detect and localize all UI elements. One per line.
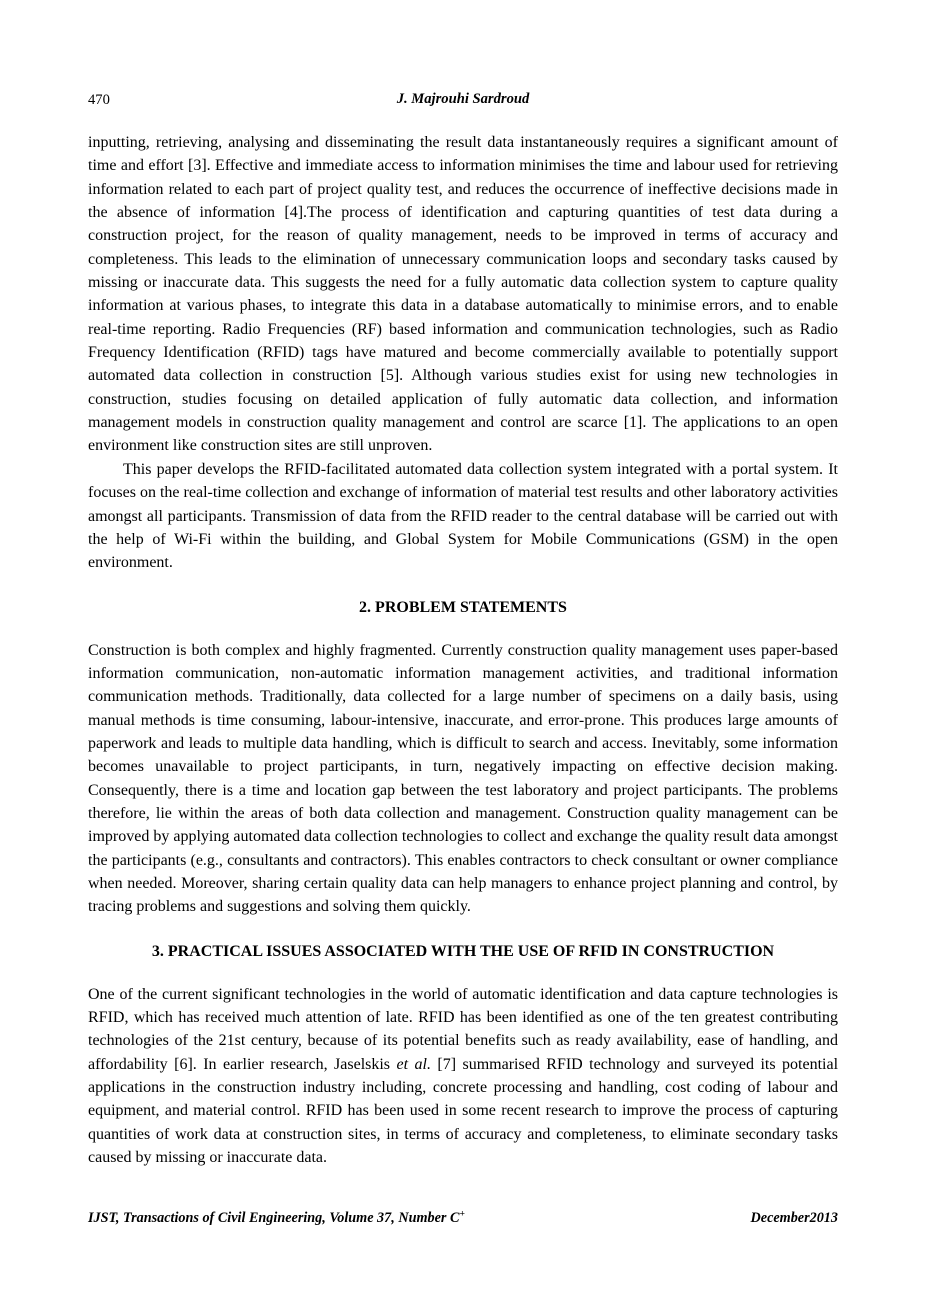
journal-citation-superscript: + bbox=[459, 1209, 465, 1220]
practical-issues-text-lead: One of the current significant technologies in the world of automatic identification and data capture technologies is RFID, which has received much attention of late. RFID has been identified as one of the ten greatest contributing technologies of the 21st century, because of its potential benefits such as ready availability, ease of handling, and affordability [6]. In earlier research, Jaselskis bbox=[88, 985, 838, 1073]
journal-citation-text: IJST, Transactions of Civil Engineering, Volume 37, Number C bbox=[88, 1210, 460, 1226]
paragraph-problem-statements: Construction is both complex and highly fragmented. Currently construction quality management uses paper-based information communication, non-automatic information management activities, and traditional information communication methods. Traditionally, data collected for a large number of specimens on a daily basis, using manual methods is time consuming, labour-intensive, inaccurate, and error-prone. This produces large amounts of paperwork and leads to multiple data handling, which is difficult to search and access. Inevitably, some information becomes unavailable to project participants, in turn, negatively impacting on effective decision making. Consequently, there is a time and location gap between the test laboratory and project participants. The problems therefore, lie within the areas of both data collection and management. Construction quality management can be improved by applying automated data collection technologies to collect and exchange the quality result data amongst the participants (e.g., consultants and contractors). This enables contractors to check consultant or owner compliance when needed. Moreover, sharing certain quality data can help managers to enhance project planning and control, by tracing problems and suggestions and solving them quickly. bbox=[88, 641, 838, 916]
paragraph-paper-overview: This paper develops the RFID-facilitated automated data collection system integrated with a portal system. It focuses on the real-time collection and exchange of information of material test results and other laboratory activities amongst all participants. Transmission of data from the RFID reader to the central database will be carried out with the help of Wi-Fi within the building, and Global System for Mobile Communications (GSM) in the open environment. bbox=[88, 460, 838, 572]
section-heading-problem-statements: 2. PROBLEM STATEMENTS bbox=[359, 598, 567, 616]
paragraph-introduction-continued: inputting, retrieving, analysing and disseminating the result data instantaneously requires a significant amount of time and effort [3]. Effective and immediate access to information minimises the time and labour used for retrieving information related to each part of project quality test, and reduces the occurrence of ineffective decisions made in the absence of information [4].The process of identification and capturing quantities of test data during a construction project, for the reason of quality management, needs to be improved in terms of accuracy and completeness. This leads to the elimination of unnecessary communication loops and secondary tasks caused by missing or inaccurate data. This suggests the need for a fully automatic data collection system to capture quality information at various phases, to integrate this data in a database automatically to minimise errors, and to enable real-time reporting. Radio Frequencies (RF) based information and communication technologies, such as Radio Frequency Identification (RFID) tags have matured and become commercially available to potentially support automated data collection in construction [5]. Although various studies exist for using new technologies in construction, studies focusing on detailed application of fully automatic data collection, and information management models in construction quality management and control are scarce [1]. The applications to an open environment like construction sites are still unproven. bbox=[88, 134, 838, 455]
page-footer bbox=[88, 1210, 838, 1227]
practical-issues-text-rest: [7] summarised RFID technology and surveyed its potential applications in the construction industry including, concrete processing and handling, cost coding of labour and equipment, and material control. RFID has been used in some recent research to improve the process of capturing quantities of work data at construction sites, in terms of accuracy and completeness, to eliminate secondary tasks caused by missing or inaccurate data. bbox=[88, 1055, 839, 1167]
running-head-author: J. Majrouhi Sardroud bbox=[396, 91, 530, 107]
page-number: 470 bbox=[88, 92, 110, 108]
section-heading-practical-issues: 3. PRACTICAL ISSUES ASSOCIATED WITH THE USE OF RFID IN CONSTRUCTION bbox=[151, 942, 775, 960]
issue-date: December2013 bbox=[750, 1210, 838, 1226]
paragraph-practical-issues bbox=[88, 983, 838, 1170]
journal-citation bbox=[88, 1210, 465, 1227]
page-header bbox=[88, 91, 838, 108]
paper-content bbox=[88, 91, 838, 1169]
et-al-citation: et al. bbox=[396, 1055, 431, 1073]
